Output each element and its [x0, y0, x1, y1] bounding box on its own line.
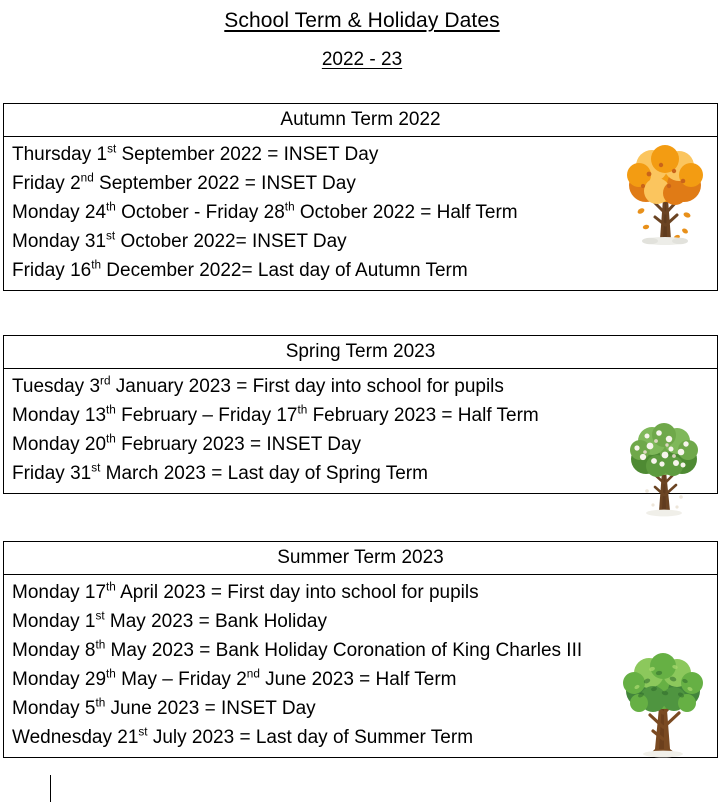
term-body-summer	[4, 575, 717, 757]
page-title	[0, 8, 724, 34]
term-line: Monday 1st May 2023 = Bank Holiday	[12, 609, 327, 632]
term-table-autumn	[3, 103, 718, 291]
term-line: Friday 31st March 2023 = Last day of Spring Term	[12, 461, 428, 484]
term-line: Thursday 1st September 2022 = INSET Day	[12, 142, 379, 165]
term-line: Monday 13th February – Friday 17th February 2023 = Half Term	[12, 403, 539, 426]
term-header-spring: Spring Term 2023	[4, 336, 717, 369]
term-dates-page	[0, 8, 724, 802]
term-header-autumn: Autumn Term 2022	[4, 104, 717, 137]
term-table-summer	[3, 541, 718, 758]
term-table-spring	[3, 335, 718, 494]
term-line: Monday 8th May 2023 = Bank Holiday Coronation of King Charles III	[12, 638, 583, 661]
term-line: Friday 2nd September 2022 = INSET Day	[12, 171, 356, 194]
page-subtitle	[0, 48, 724, 72]
term-line: Monday 31st October 2022= INSET Day	[12, 229, 347, 252]
term-line: Wednesday 21st July 2023 = Last day of Summer Term	[12, 725, 474, 748]
term-line: Monday 17th April 2023 = First day into school for pupils	[12, 580, 479, 603]
term-body-autumn	[4, 137, 717, 290]
term-line: Tuesday 3rd January 2023 = First day into school for pupils	[12, 374, 504, 397]
term-header-summer: Summer Term 2023	[4, 542, 717, 575]
next-table-edge-mark	[50, 775, 51, 802]
term-line: Monday 29th May – Friday 2nd June 2023 = Half Term	[12, 667, 457, 690]
page-title-text: School Term & Holiday Dates	[224, 9, 500, 32]
term-line: Monday 24th October - Friday 28th October 2022 = Half Term	[12, 200, 518, 223]
term-line: Monday 5th June 2023 = INSET Day	[12, 696, 316, 719]
page-subtitle-text: 2022 - 23	[321, 49, 403, 70]
term-body-spring	[4, 369, 717, 493]
term-line: Friday 16th December 2022= Last day of Autumn Term	[12, 258, 468, 281]
term-line: Monday 20th February 2023 = INSET Day	[12, 432, 362, 455]
